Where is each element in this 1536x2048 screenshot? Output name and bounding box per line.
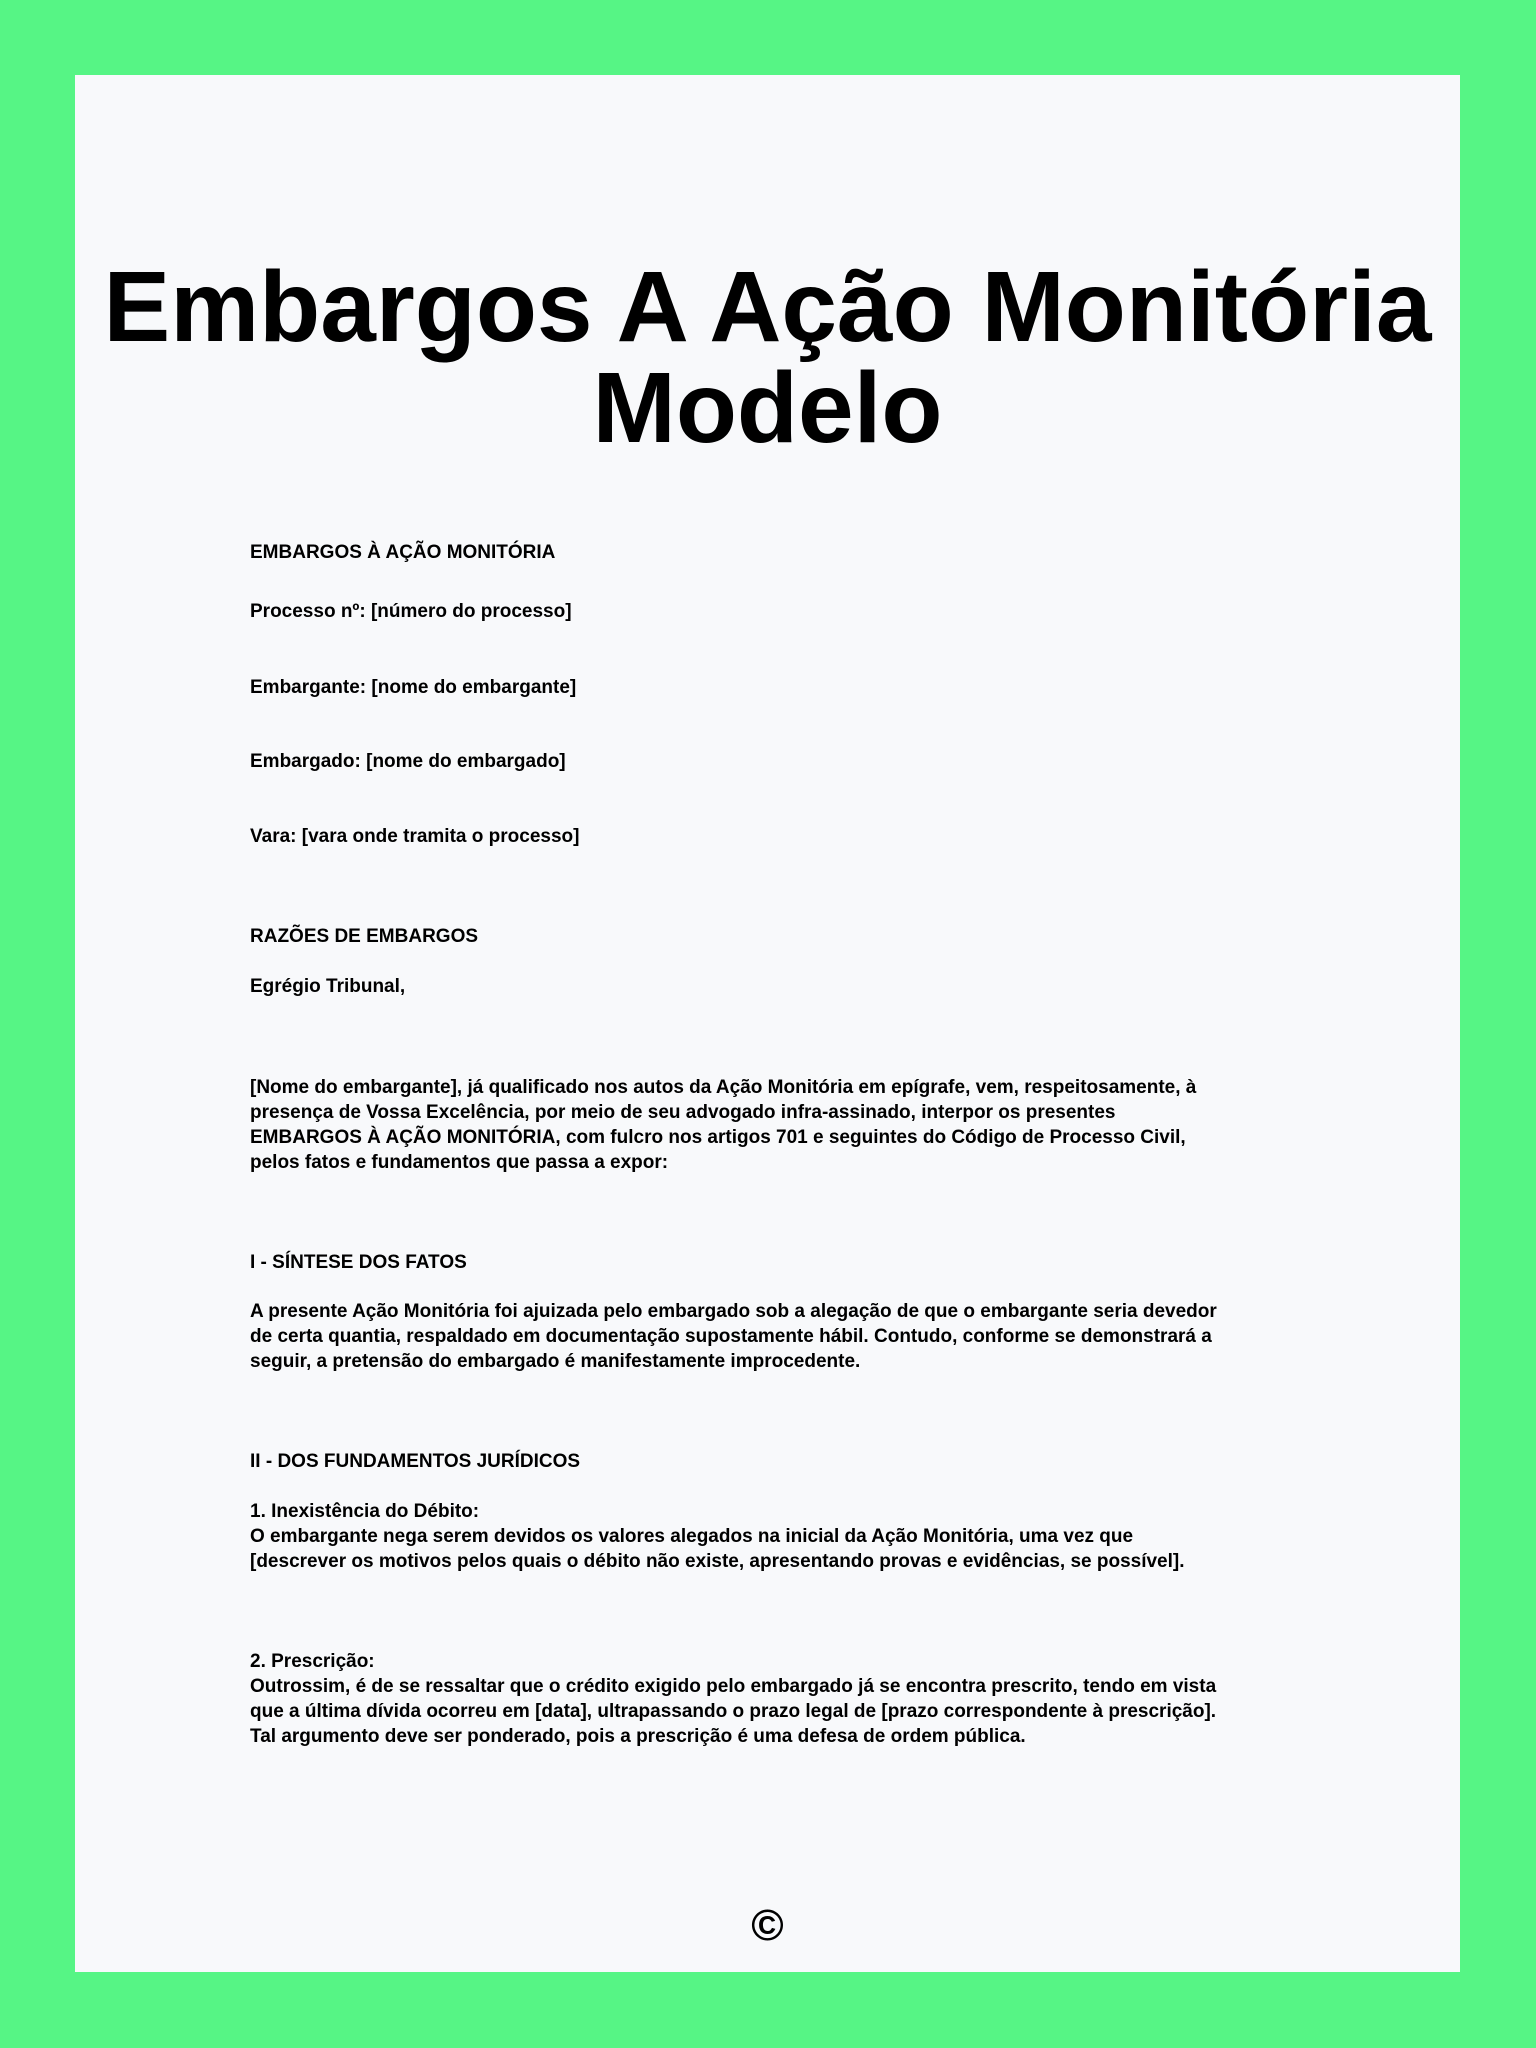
sintese-paragraph — [250, 1299, 1217, 1374]
processo-field: Processo nº: [número do processo] — [250, 601, 572, 622]
salutation: Egrégio Tribunal, — [250, 976, 406, 997]
item-line: Outrossim, é de se ressaltar que o crédito exigido pelo embargado já se encontra prescrito, tendo em vista — [250, 1676, 1217, 1697]
sintese-heading: I - SÍNTESE DOS FATOS — [250, 1252, 467, 1273]
page-title — [75, 251, 1460, 464]
sintese-line: seguir, a pretensão do embargado é manifestamente improcedente. — [250, 1351, 861, 1372]
item-inexistencia — [250, 1499, 1185, 1574]
vara-field: Vara: [vara onde tramita o processo] — [250, 826, 580, 847]
embargado-field: Embargado: [nome do embargado] — [250, 751, 566, 772]
item-title: 2. Prescrição: — [250, 1651, 375, 1672]
item-prescricao — [250, 1649, 1216, 1749]
item-line: [descrever os motivos pelos quais o débito não existe, apresentando provas e evidências, se possível]. — [250, 1551, 1185, 1572]
title-line-2: Modelo — [592, 352, 943, 464]
document-page — [75, 75, 1460, 1972]
intro-line: presença de Vossa Excelência, por meio de seu advogado infra-assinado, interpor os presentes — [250, 1102, 1116, 1123]
item-line: que a última dívida ocorreu em [data], ultrapassando o prazo legal de [prazo correspondente à prescrição]. — [250, 1701, 1217, 1722]
item-line: O embargante nega serem devidos os valores alegados na inicial da Ação Monitória, uma vez que — [250, 1526, 1134, 1547]
title-line-1: Embargos A Ação Monitória — [103, 251, 1432, 363]
razoes-heading: RAZÕES DE EMBARGOS — [250, 926, 479, 947]
item-line: Tal argumento deve ser ponderado, pois a prescrição é uma defesa de ordem pública. — [250, 1726, 1026, 1747]
embargante-field: Embargante: [nome do embargante] — [250, 677, 577, 698]
intro-line: [Nome do embargante], já qualificado nos autos da Ação Monitória em epígrafe, vem, respeitosamente, à — [250, 1077, 1197, 1098]
copyright-symbol: © — [751, 1901, 784, 1950]
fundamentos-heading: II - DOS FUNDAMENTOS JURÍDICOS — [250, 1451, 581, 1472]
sintese-line: A presente Ação Monitória foi ajuizada pelo embargado sob a alegação de que o embargante seria devedor — [250, 1301, 1217, 1322]
document-heading: EMBARGOS À AÇÃO MONITÓRIA — [250, 542, 556, 563]
item-title: 1. Inexistência do Débito: — [250, 1501, 480, 1522]
intro-line: pelos fatos e fundamentos que passa a expor: — [250, 1152, 669, 1173]
sintese-line: de certa quantia, respaldado em documentação supostamente hábil. Contudo, conforme se demonstrará a — [250, 1326, 1212, 1347]
intro-paragraph — [250, 1075, 1196, 1175]
intro-line: EMBARGOS À AÇÃO MONITÓRIA, com fulcro nos artigos 701 e seguintes do Código de Processo Civil, — [250, 1127, 1186, 1148]
